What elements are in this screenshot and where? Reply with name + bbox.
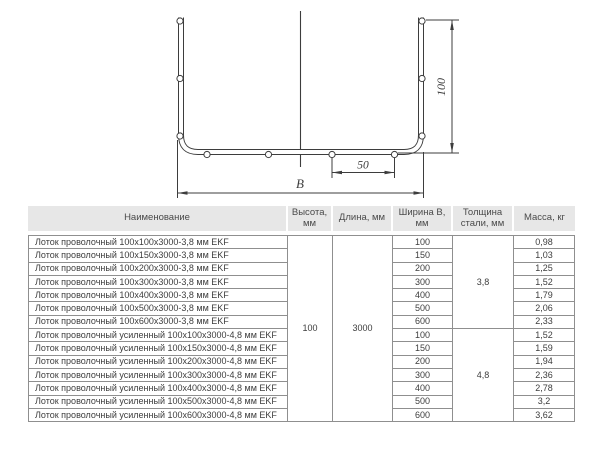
mass-cell: 1,94 bbox=[514, 356, 575, 369]
width-cell: 500 bbox=[393, 396, 453, 409]
length-cell: 3000 bbox=[333, 235, 393, 422]
dim-width-label: B bbox=[296, 176, 304, 191]
name-cell: Лоток проволочный усиленный 100x400x3000-4,8 мм EKF bbox=[28, 382, 288, 395]
spec-table bbox=[28, 206, 575, 422]
width-cell: 300 bbox=[393, 369, 453, 382]
name-cell: Лоток проволочный 100x400x3000-3,8 мм EKF bbox=[28, 289, 288, 302]
name-cell: Лоток проволочный 100x150x3000-3,8 мм EKF bbox=[28, 249, 288, 262]
width-cell: 100 bbox=[393, 329, 453, 342]
width-cell: 500 bbox=[393, 302, 453, 315]
width-cell: 400 bbox=[393, 289, 453, 302]
width-cell: 200 bbox=[393, 263, 453, 276]
name-cell: Лоток проволочный усиленный 100x150x3000-4,8 мм EKF bbox=[28, 342, 288, 355]
dim-spacing-label: 50 bbox=[357, 159, 369, 172]
width-cell: 100 bbox=[393, 235, 453, 249]
width-cell: 300 bbox=[393, 276, 453, 289]
name-cell: Лоток проволочный усиленный 100x500x3000-4,8 мм EKF bbox=[28, 396, 288, 409]
spec-table-body bbox=[28, 235, 575, 422]
table-row bbox=[28, 235, 575, 249]
col-header-mass: Масса, кг bbox=[514, 206, 575, 235]
name-cell: Лоток проволочный усиленный 100x600x3000-4,8 мм EKF bbox=[28, 409, 288, 422]
width-cell: 600 bbox=[393, 409, 453, 422]
mass-cell: 2,36 bbox=[514, 369, 575, 382]
dimension-height bbox=[398, 20, 459, 153]
mass-cell: 2,06 bbox=[514, 302, 575, 315]
mass-cell: 1,03 bbox=[514, 249, 575, 262]
name-cell: Лоток проволочный 100x100x3000-3,8 мм EKF bbox=[28, 235, 288, 249]
mass-cell: 0,98 bbox=[514, 235, 575, 249]
mass-cell: 1,59 bbox=[514, 342, 575, 355]
col-header-height: Высота, мм bbox=[288, 206, 333, 235]
mass-cell: 1,52 bbox=[514, 329, 575, 342]
thickness-cell: 4,8 bbox=[453, 329, 514, 422]
height-cell: 100 bbox=[288, 235, 333, 422]
name-cell: Лоток проволочный усиленный 100x200x3000-4,8 мм EKF bbox=[28, 356, 288, 369]
spec-table-header bbox=[28, 206, 575, 235]
dimension-hole-spacing bbox=[332, 158, 395, 178]
mass-cell: 2,33 bbox=[514, 316, 575, 329]
thickness-cell: 3,8 bbox=[453, 235, 514, 329]
name-cell: Лоток проволочный 100x300x3000-3,8 мм EKF bbox=[28, 276, 288, 289]
mass-cell: 1,79 bbox=[514, 289, 575, 302]
col-header-name: Наименование bbox=[28, 206, 288, 235]
dim-height-label: 100 bbox=[434, 78, 448, 96]
name-cell: Лоток проволочный 100x500x3000-3,8 мм EKF bbox=[28, 302, 288, 315]
width-cell: 150 bbox=[393, 249, 453, 262]
header-row bbox=[28, 206, 575, 235]
width-cell: 200 bbox=[393, 356, 453, 369]
col-header-width: Ширина B, мм bbox=[393, 206, 453, 235]
name-cell: Лоток проволочный 100x600x3000-3,8 мм EKF bbox=[28, 316, 288, 329]
mass-cell: 1,25 bbox=[514, 263, 575, 276]
mass-cell: 3,62 bbox=[514, 409, 575, 422]
width-cell: 600 bbox=[393, 316, 453, 329]
mass-cell: 2,78 bbox=[514, 382, 575, 395]
mass-cell: 3,2 bbox=[514, 396, 575, 409]
width-cell: 400 bbox=[393, 382, 453, 395]
tray-cross-section-drawing bbox=[0, 0, 600, 205]
col-header-length: Длина, мм bbox=[333, 206, 393, 235]
col-header-thickness: Толщина стали, мм bbox=[453, 206, 514, 235]
name-cell: Лоток проволочный усиленный 100x100x3000-4,8 мм EKF bbox=[28, 329, 288, 342]
width-cell: 150 bbox=[393, 342, 453, 355]
name-cell: Лоток проволочный усиленный 100x300x3000-4,8 мм EKF bbox=[28, 369, 288, 382]
name-cell: Лоток проволочный 100x200x3000-3,8 мм EKF bbox=[28, 263, 288, 276]
mass-cell: 1,52 bbox=[514, 276, 575, 289]
